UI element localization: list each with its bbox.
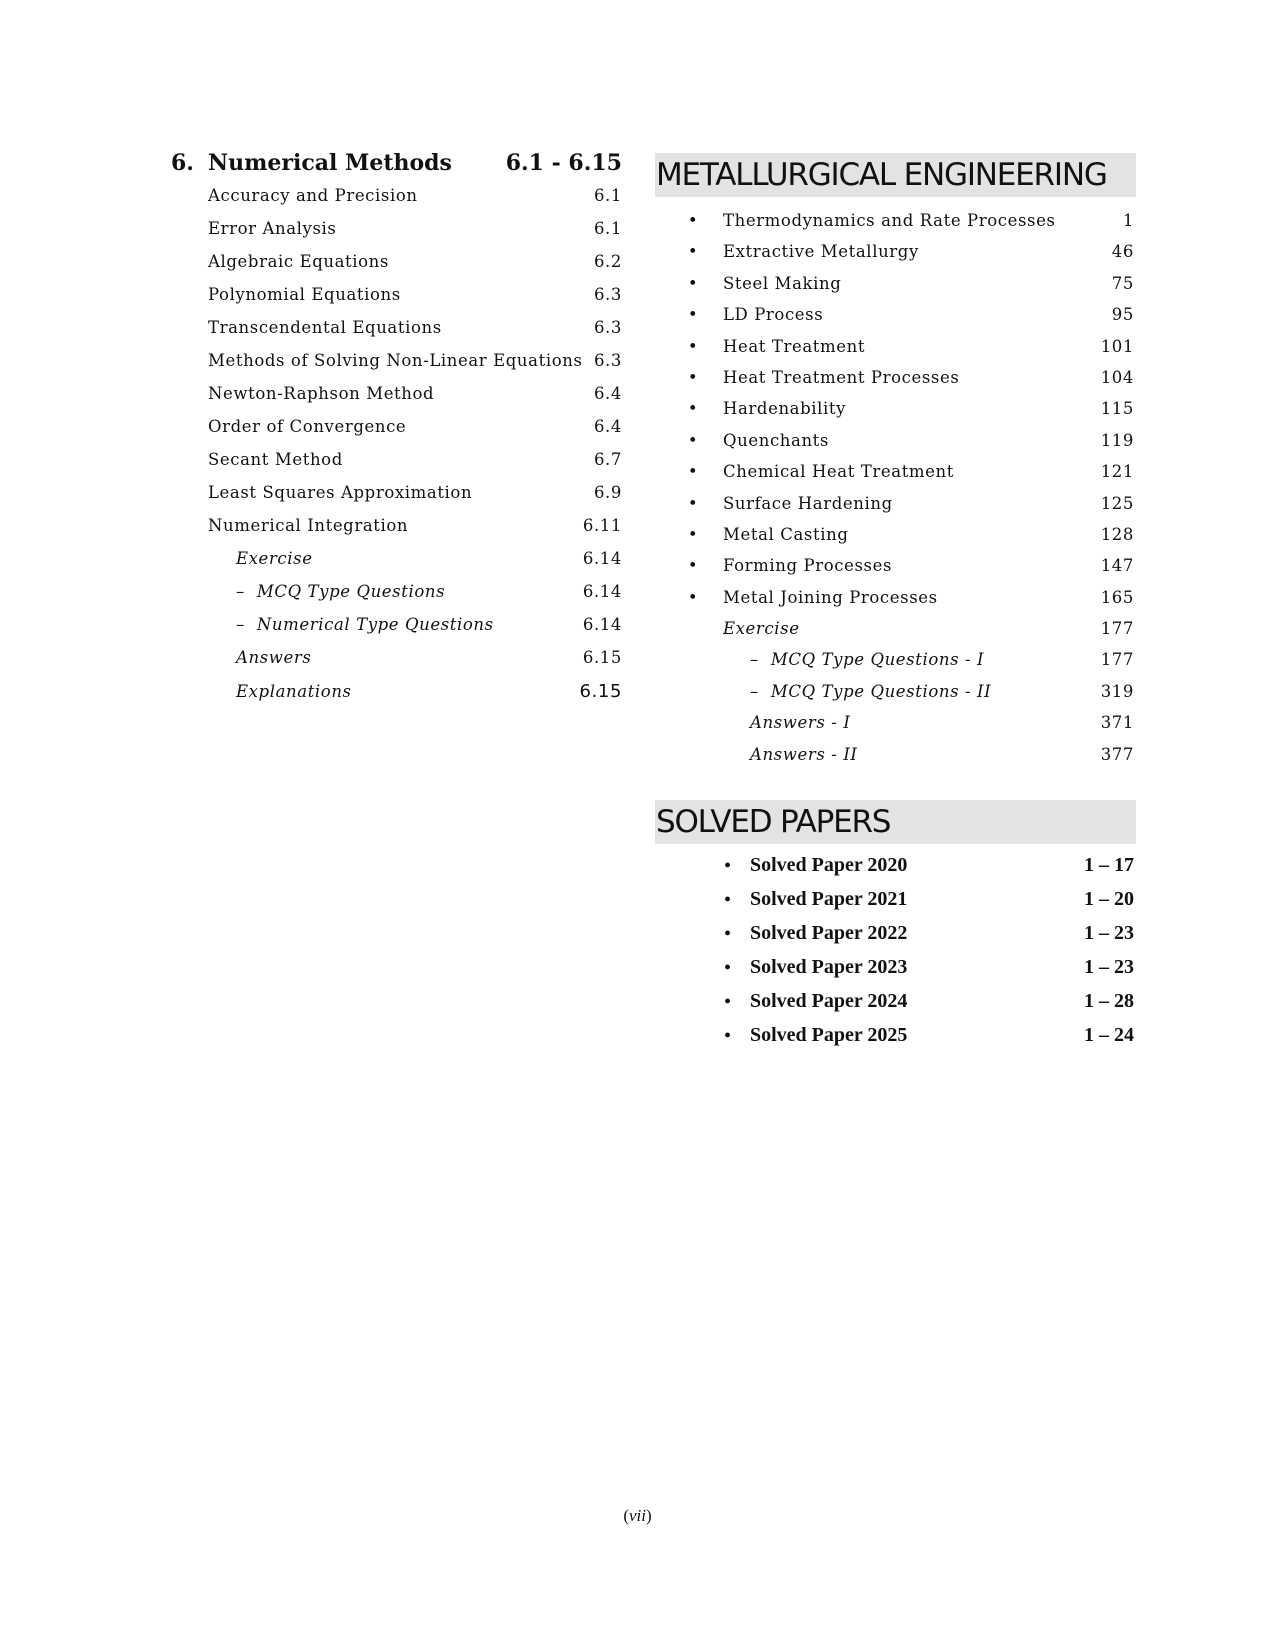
topic-label: Forming Processes bbox=[723, 556, 893, 576]
dash-glyph: – bbox=[750, 681, 759, 701]
topic-label: Surface Hardening bbox=[723, 493, 893, 513]
toc-entry-page: 6.3 bbox=[593, 351, 622, 370]
topic-label: Steel Making bbox=[723, 273, 842, 293]
toc-mcq-page: 6.14 bbox=[582, 582, 622, 601]
toc-entry-page: 6.11 bbox=[582, 516, 622, 535]
bullet-icon: • bbox=[687, 399, 699, 419]
toc-entry-label: Polynomial Equations bbox=[208, 285, 401, 304]
bullet-icon: • bbox=[724, 991, 731, 1012]
bullet-icon: • bbox=[687, 336, 699, 356]
toc-exercise-page: 6.14 bbox=[582, 549, 622, 568]
toc-entry[interactable] bbox=[171, 351, 622, 384]
page-number-roman: vii bbox=[629, 1506, 646, 1525]
topic-page: 115 bbox=[1100, 399, 1134, 419]
bullet-icon: • bbox=[687, 462, 699, 482]
solved-paper-pages: 1 – 24 bbox=[1084, 1024, 1134, 1047]
topic-item[interactable] bbox=[655, 588, 1136, 619]
topic-page: 101 bbox=[1100, 336, 1134, 356]
toc-entry[interactable] bbox=[171, 417, 622, 450]
topic-page: 75 bbox=[1111, 273, 1134, 293]
topic-page: 125 bbox=[1100, 493, 1134, 513]
topic-answers-1[interactable] bbox=[655, 713, 1136, 744]
topic-page: 46 bbox=[1111, 242, 1134, 262]
solved-paper-label: Solved Paper 2020 bbox=[750, 854, 908, 877]
topic-item[interactable] bbox=[655, 494, 1136, 525]
solved-paper-label: Solved Paper 2021 bbox=[750, 888, 908, 911]
solved-paper-label: Solved Paper 2024 bbox=[750, 990, 908, 1013]
solved-paper-pages: 1 – 23 bbox=[1084, 956, 1134, 979]
toc-entry-page: 6.3 bbox=[593, 318, 622, 337]
solved-paper-item[interactable] bbox=[655, 922, 1136, 956]
dash-glyph: – bbox=[236, 582, 245, 601]
topic-page: 121 bbox=[1100, 462, 1134, 482]
metallurgy-section-header: METALLURGICAL ENGINEERING bbox=[655, 153, 1136, 197]
right-column bbox=[655, 153, 1136, 1058]
toc-entry[interactable] bbox=[171, 252, 622, 285]
page-number-close: ) bbox=[646, 1506, 652, 1525]
topic-label: Metal Casting bbox=[723, 524, 849, 544]
topic-mcq-2-page: 319 bbox=[1100, 681, 1134, 701]
toc-entry-page: 6.2 bbox=[593, 252, 622, 271]
topic-mcq-1-page: 177 bbox=[1100, 650, 1134, 670]
topic-label: Hardenability bbox=[723, 399, 847, 419]
topic-label: Extractive Metallurgy bbox=[723, 242, 919, 262]
toc-mcq-label: MCQ Type Questions bbox=[256, 582, 446, 601]
toc-entry-label: Transcendental Equations bbox=[208, 318, 442, 337]
solved-paper-pages: 1 – 20 bbox=[1084, 888, 1134, 911]
topic-page: 165 bbox=[1100, 587, 1134, 607]
solved-paper-pages: 1 – 17 bbox=[1084, 854, 1134, 877]
toc-entry-page: 6.4 bbox=[593, 384, 622, 403]
topic-item[interactable] bbox=[655, 337, 1136, 368]
toc-numerical[interactable] bbox=[171, 615, 622, 648]
solved-paper-item[interactable] bbox=[655, 854, 1136, 888]
bullet-icon: • bbox=[724, 923, 731, 944]
topic-exercise-page: 177 bbox=[1100, 619, 1134, 639]
solved-paper-item[interactable] bbox=[655, 888, 1136, 922]
topic-item[interactable] bbox=[655, 525, 1136, 556]
topic-page: 147 bbox=[1100, 556, 1134, 576]
topic-label: Heat Treatment Processes bbox=[723, 367, 960, 387]
toc-entry[interactable] bbox=[171, 186, 622, 219]
topic-item[interactable] bbox=[655, 211, 1136, 242]
solved-paper-label: Solved Paper 2022 bbox=[750, 922, 908, 945]
topic-answers-1-label: Answers - I bbox=[750, 713, 851, 733]
topic-label: Metal Joining Processes bbox=[723, 587, 938, 607]
toc-entry-label: Accuracy and Precision bbox=[208, 186, 418, 205]
metallurgy-topic-list bbox=[655, 211, 1136, 776]
topic-answers-2-page: 377 bbox=[1100, 744, 1134, 764]
topic-exercise-label: Exercise bbox=[723, 619, 800, 639]
bullet-icon: • bbox=[687, 524, 699, 544]
toc-entry-page: 6.3 bbox=[593, 285, 622, 304]
dash-glyph: – bbox=[750, 650, 759, 670]
toc-entry-label: Least Squares Approximation bbox=[208, 483, 473, 502]
toc-entry-page: 6.1 bbox=[593, 186, 622, 205]
toc-entry[interactable] bbox=[171, 318, 622, 351]
toc-numerical-page: 6.14 bbox=[582, 615, 622, 634]
topic-label: Thermodynamics and Rate Processes bbox=[723, 211, 1056, 230]
topic-item[interactable] bbox=[655, 462, 1136, 493]
bullet-icon: • bbox=[687, 587, 699, 607]
topic-label: LD Process bbox=[723, 305, 824, 325]
solved-paper-label: Solved Paper 2023 bbox=[750, 956, 908, 979]
topic-item[interactable] bbox=[655, 556, 1136, 587]
toc-entry-label: Secant Method bbox=[208, 450, 343, 469]
bullet-icon: • bbox=[724, 889, 731, 910]
toc-mcq[interactable] bbox=[171, 582, 622, 615]
toc-entry[interactable] bbox=[171, 219, 622, 252]
toc-explanations-page: 6.15 bbox=[579, 681, 622, 702]
chapter-title: Numerical Methods bbox=[208, 150, 452, 176]
topic-item[interactable] bbox=[655, 399, 1136, 430]
solved-paper-label: Solved Paper 2025 bbox=[750, 1024, 908, 1047]
toc-entry-label: Methods of Solving Non-Linear Equations bbox=[208, 351, 583, 370]
topic-answers-2-label: Answers - II bbox=[750, 744, 858, 764]
toc-entry-label: Order of Convergence bbox=[208, 417, 407, 436]
chapter-heading[interactable] bbox=[171, 150, 622, 186]
chapter-number: 6. bbox=[171, 150, 194, 176]
bullet-icon: • bbox=[687, 430, 699, 450]
topic-mcq-1[interactable] bbox=[655, 650, 1136, 681]
topic-page: 104 bbox=[1100, 367, 1134, 387]
solved-paper-item[interactable] bbox=[655, 990, 1136, 1024]
solved-paper-pages: 1 – 28 bbox=[1084, 990, 1134, 1013]
toc-exercise-label: Exercise bbox=[236, 549, 313, 568]
dash-glyph: – bbox=[236, 615, 245, 634]
bullet-icon: • bbox=[687, 305, 699, 325]
topic-page: 119 bbox=[1100, 430, 1134, 450]
toc-entry[interactable] bbox=[171, 450, 622, 483]
topic-item[interactable] bbox=[655, 368, 1136, 399]
topic-item[interactable] bbox=[655, 242, 1136, 273]
chapter-page-range: 6.1 - 6.15 bbox=[505, 150, 622, 176]
topic-item[interactable] bbox=[655, 431, 1136, 462]
bullet-icon: • bbox=[687, 211, 699, 230]
toc-exercise[interactable] bbox=[171, 549, 622, 582]
solved-papers-list bbox=[655, 854, 1136, 1058]
solved-paper-pages: 1 – 23 bbox=[1084, 922, 1134, 945]
toc-entry-label: Algebraic Equations bbox=[208, 252, 389, 271]
solved-paper-item[interactable] bbox=[655, 1024, 1136, 1058]
toc-entry[interactable] bbox=[171, 285, 622, 318]
toc-answers[interactable] bbox=[171, 648, 622, 681]
toc-answers-page: 6.15 bbox=[582, 648, 622, 667]
page-number-open: ( bbox=[623, 1506, 629, 1525]
toc-answers-label: Answers bbox=[236, 648, 312, 667]
bullet-icon: • bbox=[724, 957, 731, 978]
bullet-icon: • bbox=[724, 1025, 731, 1046]
toc-explanations[interactable] bbox=[171, 681, 622, 717]
topic-label: Heat Treatment bbox=[723, 336, 866, 356]
bullet-icon: • bbox=[687, 493, 699, 513]
bullet-icon: • bbox=[687, 273, 699, 293]
toc-entry[interactable] bbox=[171, 483, 622, 516]
bullet-icon: • bbox=[687, 242, 699, 262]
topic-mcq-1-label: MCQ Type Questions - I bbox=[770, 650, 985, 670]
topic-label: Quenchants bbox=[723, 430, 829, 450]
toc-entry-label: Newton-Raphson Method bbox=[208, 384, 435, 403]
toc-entry[interactable] bbox=[171, 516, 622, 549]
toc-entry-label: Numerical Integration bbox=[208, 516, 409, 535]
bullet-icon: • bbox=[687, 367, 699, 387]
topic-page: 95 bbox=[1111, 305, 1134, 325]
toc-numerical-label: Numerical Type Questions bbox=[256, 615, 494, 634]
toc-explanations-label: Explanations bbox=[236, 682, 352, 701]
topic-answers-2[interactable] bbox=[655, 745, 1136, 776]
chapter-6-section bbox=[171, 150, 622, 717]
toc-entry-page: 6.1 bbox=[593, 219, 622, 238]
page-number bbox=[0, 1506, 1275, 1526]
toc-entry-label: Error Analysis bbox=[208, 219, 337, 238]
bullet-icon: • bbox=[724, 855, 731, 876]
topic-page: 1 bbox=[1122, 211, 1134, 230]
topic-item[interactable] bbox=[655, 305, 1136, 336]
topic-mcq-2[interactable] bbox=[655, 682, 1136, 713]
toc-entry-page: 6.4 bbox=[593, 417, 622, 436]
toc-entry-page: 6.9 bbox=[593, 483, 622, 502]
solved-paper-item[interactable] bbox=[655, 956, 1136, 990]
topic-mcq-2-label: MCQ Type Questions - II bbox=[770, 681, 992, 701]
topic-page: 128 bbox=[1100, 524, 1134, 544]
topic-label: Chemical Heat Treatment bbox=[723, 462, 954, 482]
solved-papers-section-header: SOLVED PAPERS bbox=[655, 800, 1136, 844]
bullet-icon: • bbox=[687, 556, 699, 576]
toc-entry-page: 6.7 bbox=[593, 450, 622, 469]
topic-item[interactable] bbox=[655, 274, 1136, 305]
toc-entry[interactable] bbox=[171, 384, 622, 417]
topic-exercise[interactable] bbox=[655, 619, 1136, 650]
topic-answers-1-page: 371 bbox=[1100, 713, 1134, 733]
